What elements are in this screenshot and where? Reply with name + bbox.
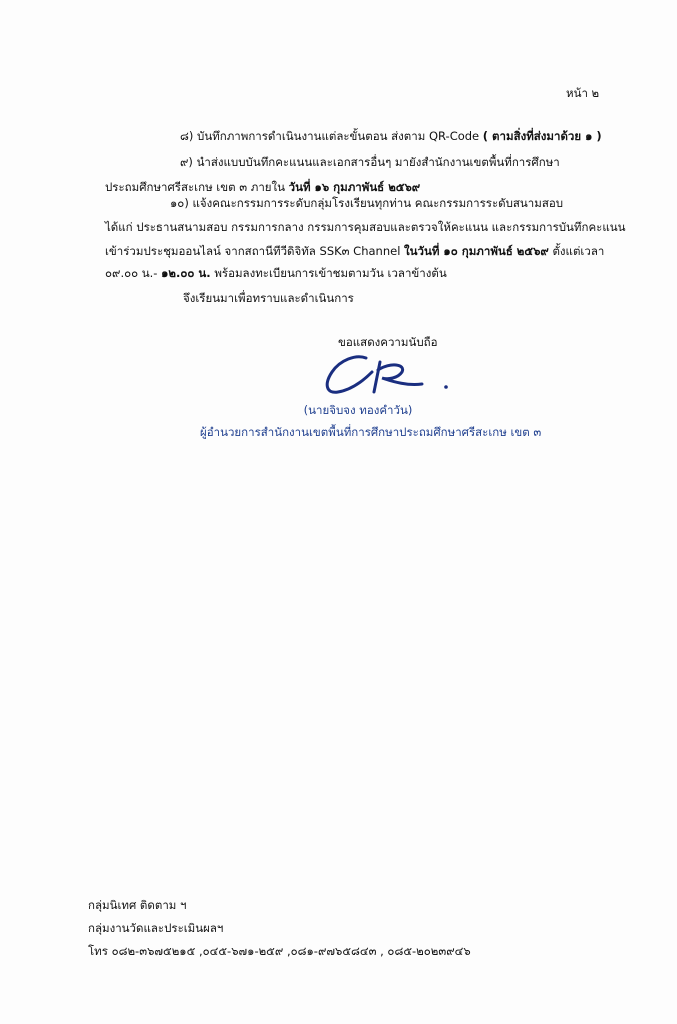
- item-10-start-time: ๐๙.๐๐ น.-: [105, 266, 158, 280]
- closing-statement: จึงเรียนมาเพื่อทราบและดำเนินการ: [183, 291, 354, 305]
- item-10-end-time: ๑๒.๐๐ น.: [161, 266, 211, 280]
- item-10-line-4-tail: พร้อมลงทะเบียนการเข้าชมตามวัน เวลาข้างต้น: [214, 266, 447, 280]
- item-10-line-3-text: เข้าร่วมประชุมออนไลน์ จากสถานีทีวีดิจิทัล SSK๓ Channel: [105, 244, 401, 258]
- item-10-line-3-tail: ตั้งแต่เวลา: [552, 244, 605, 258]
- item-10-line-1: ๑๐) แจ้งคณะกรรมการระดับกลุ่มโรงเรียนทุกท่าน คณะกรรมการระดับสนามสอบ: [170, 196, 564, 210]
- item-10-line-3: [105, 244, 604, 258]
- item-10-line-4: [105, 266, 447, 280]
- item-10-line-2: ได้แก่ ประธานสนามสอบ กรรมการกลาง กรรมการคุมสอบและตรวจให้คะแนน และกรรมการบันทึกคะแนน: [105, 220, 626, 234]
- closing-regards: ขอแสดงความนับถือ: [338, 335, 438, 349]
- page-number: หน้า ๒: [566, 86, 600, 100]
- item-9-line-2: [105, 180, 420, 194]
- item-9-line-1: ๙) นำส่งแบบบันทึกคะแนนและเอกสารอื่นๆ มายังสำนักงานเขตพื้นที่การศึกษา: [180, 155, 560, 169]
- signatory-position: ผู้อำนวยการสำนักงานเขตพื้นที่การศึกษาประถมศึกษาศรีสะเกษ เขต ๓: [200, 425, 542, 439]
- signatory-name: (นายจิบจง ทองคำวัน): [303, 403, 413, 417]
- footer-department: กลุ่มนิเทศ ติดตาม ฯ: [88, 898, 187, 912]
- item-10-meeting-date: ในวันที่ ๑๐ กุมภาพันธ์ ๒๕๖๙: [404, 244, 549, 258]
- item-9-line-2-text: ประถมศึกษาศรีสะเกษ เขต ๓ ภายใน: [105, 180, 285, 194]
- item-8-attachment: ( ตามสิ่งที่ส่งมาด้วย ๑ ): [482, 129, 602, 143]
- item-8: [180, 129, 602, 143]
- footer-group: กลุ่มงานวัดและประเมินผลฯ: [88, 921, 224, 935]
- item-9-deadline: วันที่ ๑๖ กุมภาพันธ์ ๒๕๖๙: [288, 180, 421, 194]
- signature-image: [318, 350, 458, 400]
- item-8-text: ๘) บันทึกภาพการดำเนินงานแต่ละขั้นตอน ส่งตาม QR-Code: [180, 129, 480, 143]
- footer-phone: โทร ๐๘๒-๓๖๗๕๒๑๕ ,๐๔๕-๖๗๑-๒๕๙ ,๐๘๑-๙๗๖๕๘๔๓ , ๐๘๕-๒๐๒๓๙๔๖: [88, 944, 471, 958]
